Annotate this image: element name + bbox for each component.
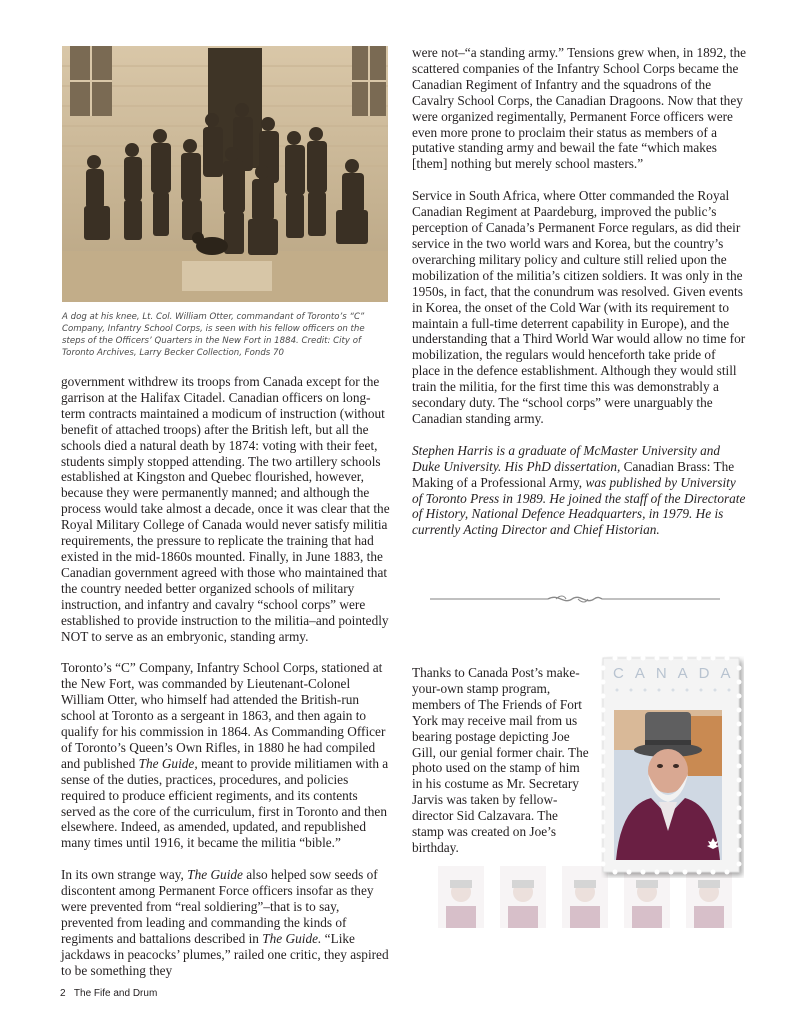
author-bio <box>412 443 746 538</box>
text-span: Toronto’s “C” Company, Infantry School Corps, stationed at the New Fort, was commanded by Lieutenant-Colonel William Otter, who himself had attended the British-run school at Toronto as a sergeant in 1863, and then again to qualify for his commission in 1864. As Commanding Officer of Toronto’s Queen’s Own Rifles, in 1880 he had compiled and published <box>61 660 386 771</box>
left-paragraph-1: government withdrew its troops from Canada except for the garrison at the Halifax Citadel. Canadian officers on long-term contracts maintained a modicum of instruction (without benefit of attached troops) after the British left, but all the schools died a natural death by 1874: voting with their feet, students simply stopped attending. The two artillery schools established at Kingston and Quebec flourished, however, because they were permanently manned; and although the process would take almost a decade, once it was clear that the Royal Military College of Canada would never satisfy militia requirements, the pressure to replicate the training that had existed in the mid-1860s mounted. Finally, in June 1883, the Canadian government agreed with those who maintained that the country needed better organized schools of military instruction, and infantry and cavalry “school corps” were established to provide instruction to the militia–and pointedly NOT to serve as an embryonic, standing army. <box>61 374 390 644</box>
text-span: also helped sow seeds of discontent among Permanent Force officers insofar as they were prevented from “real soldiering”–that is to say, prevented from leading and commanding the kinds of regiments and battalions described in <box>61 867 378 946</box>
stamp-note: Thanks to Canada Post’s make-your-own stamp program, members of The Friends of Fort York may receive mail from us bearing postage depicting Joe Gill, our genial former chair. The photo used on the stamp of him in his costume as Mr. Secretary Jarvis was taken by fellow-director Sid Calzavara. The stamp was created on Joe’s birthday. <box>412 665 589 855</box>
left-paragraph-3 <box>61 867 391 978</box>
text-span: was published by University of Toronto Press in 1989. He joined the staff of the Directorate of History, National Defence Headquarters, in 1979. He is currently Acting Director and Chief Historian. <box>412 474 746 538</box>
left-column <box>61 374 391 979</box>
guide-title: The Guide, <box>138 755 198 771</box>
page-footer <box>60 988 157 999</box>
photo-caption: A dog at his knee, Lt. Col. William Otter, commandant of Toronto’s “C” Company, Infantry School Corps, is seen with his fellow officers on the steps of the Officers’ Quarters in the New Fort in 1884. Credit: City of Toronto Archives, Larry Becker Collection, Fonds 70 <box>62 312 365 358</box>
dissertation-title: Canadian Brass: The Making of a Professional Army, <box>412 458 735 490</box>
officers-photo-illustration <box>62 46 388 302</box>
canada-stamp <box>601 656 744 878</box>
text-span: “Like jackdaws in peacocks’ plumes,” railed one critic, they aspired to be something they <box>61 930 389 978</box>
text-span: In its own strange way, <box>61 867 188 883</box>
guide-title: The Guide <box>187 867 243 883</box>
stamp-country: CANADA <box>613 665 742 682</box>
text-span: Stephen Harris is a graduate of McMaster University and Duke University. His PhD dissertation, <box>412 442 721 474</box>
historical-photo <box>62 46 388 302</box>
text-span: meant to provide militiamen with a sense of the duties, practices, procedures, and policies required to produce efficient regiments, and its contents served as the core of the curriculum, first in Toronto and then elsewhere. Indeed, as amended, updated, and republished many times until 1916, it became the militia “bible.” <box>61 755 389 851</box>
publication-name: The Fife and Drum <box>73 988 158 999</box>
page-number: 2 <box>60 988 66 999</box>
left-paragraph-2 <box>61 660 391 851</box>
ornamental-divider <box>430 592 720 606</box>
right-paragraph-1: were not–“a standing army.” Tensions grew when, in 1892, the scattered companies of the Infantry School Corps became the Canadian Regiment of Infantry and the squadrons of the Cavalry School Corps, the Canadian Dragoons. Now that they were organized regimentally, Permanent Force officers were even more prone to proclaim their status as members of a putative standing army and bewail the fate “which makes [them] nothing but merely school masters.” <box>412 45 746 172</box>
right-paragraph-2: Service in South Africa, where Otter commanded the Royal Canadian Regiment at Paardeburg, improved the public’s perception of Canada’s Permanent Force regulars, as did their service in the two world wars and Korea, but the country’s overarching military policy and culture still relied upon the mobilization of the militia’s citizen soldiers. It was only in the 1950s, in fact, that the conundrum was resolved. Given events in Korea, the onset of the Cold War (with its requirement to maintain a full-time deterrent capability in Europe), and the understanding that a Third World War would allow no time for mobilization, the regulars would henceforth take pride of place in the defence establishment. Although they would still train the militia, for the first time this was demonstrably a secondary duty. The “school corps” were unarguably the Canadian standing army. <box>412 188 746 426</box>
right-column <box>412 45 746 538</box>
guide-title: The Guide. <box>262 930 322 946</box>
